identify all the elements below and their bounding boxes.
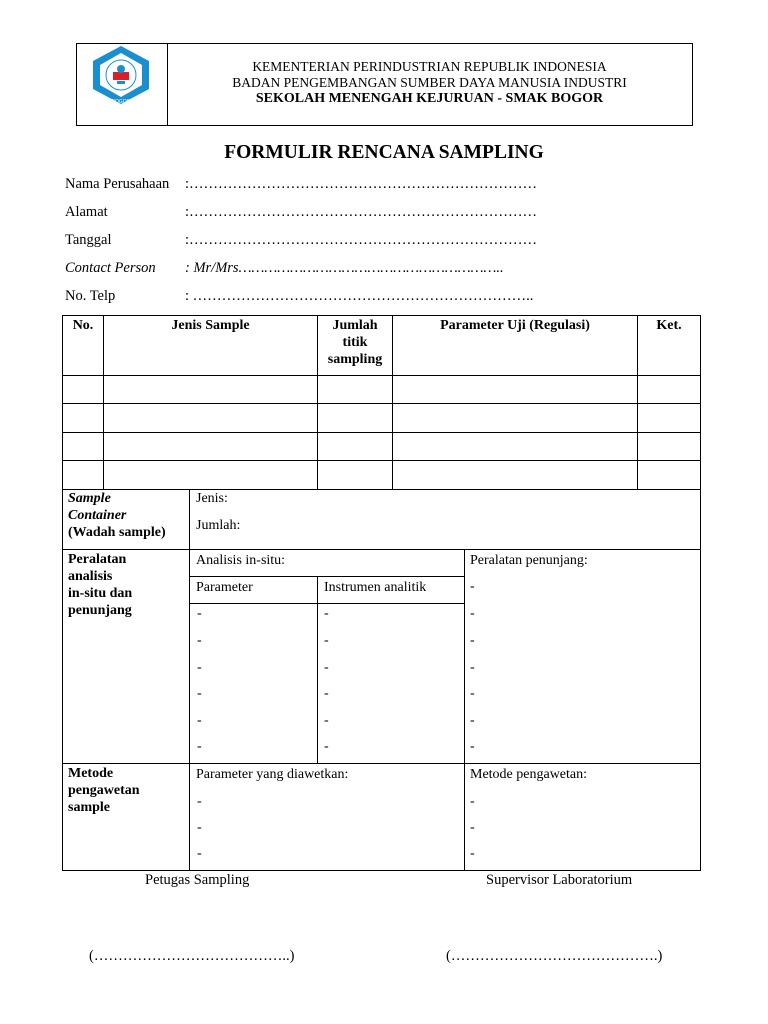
table-row[interactable] <box>63 461 700 489</box>
signature-title-petugas: Petugas Sampling <box>145 872 250 888</box>
field-label-phone: No. Telp <box>65 288 116 304</box>
field-value-company[interactable]: :……………………………………………………………… <box>185 176 538 192</box>
school-name: SEKOLAH MENENGAH KEJURUAN - SMAK BOGOR <box>255 91 604 106</box>
container-jumlah: Jumlah: <box>196 518 241 533</box>
parameter-heading: Parameter <box>196 580 253 595</box>
container-jenis: Jenis: <box>196 491 228 506</box>
table-row[interactable] <box>63 433 700 460</box>
field-label-contact: Contact Person <box>65 260 156 276</box>
ministry-name: KEMENTERIAN PERINDUSTRIAN REPUBLIK INDONESIA <box>252 59 607 74</box>
metode-label: Metode pengawetan sample <box>68 766 140 815</box>
agency-name: BADAN PENGEMBANGAN SUMBER DAYA MANUSIA INDUSTRI <box>232 75 627 90</box>
field-value-date[interactable]: :……………………………………………………………… <box>185 232 538 248</box>
instrumen-heading: Instrumen analitik <box>324 580 427 595</box>
signature-title-supervisor: Supervisor Laboratorium <box>486 872 633 888</box>
container-label: Sample Container (Wadah sample) <box>68 491 166 540</box>
metode-pengawetan-heading: Metode pengawetan: <box>470 767 588 782</box>
field-value-phone[interactable]: : …………………………………………………………….. <box>185 288 534 304</box>
school-logo <box>88 44 154 106</box>
field-value-address[interactable]: :……………………………………………………………… <box>185 204 538 220</box>
insitu-heading: Analisis in-situ: <box>196 553 286 568</box>
penunjang-heading: Peralatan penunjang: <box>470 553 588 568</box>
field-label-address: Alamat <box>65 204 108 220</box>
col-header-jenis-sample: Jenis Sample <box>171 318 250 333</box>
table-row[interactable] <box>63 376 700 403</box>
field-label-date: Tanggal <box>65 232 112 248</box>
logo-bottom-text: BOGOR <box>111 99 131 105</box>
table-row[interactable] <box>63 404 700 432</box>
field-label-company: Nama Perusahaan <box>65 176 170 192</box>
field-value-contact[interactable]: : Mr/Mrs…………………………………………………….. <box>185 260 504 276</box>
signature-line-supervisor[interactable]: (…………………………………….) <box>446 948 663 964</box>
param-diawetkan-heading: Parameter yang diawetkan: <box>196 767 349 782</box>
col-header-parameter-uji: Parameter Uji (Regulasi) <box>440 318 590 333</box>
form-title: FORMULIR RENCANA SAMPLING <box>224 142 544 163</box>
col-header-ket: Ket. <box>656 318 682 333</box>
col-header-jumlah-titik: Jumlah titik sampling <box>327 318 383 367</box>
peralatan-label: Peralatan analisis in-situ dan penunjang <box>68 552 133 618</box>
col-header-no: No. <box>72 318 94 333</box>
signature-line-petugas[interactable]: (…………………………………..) <box>89 948 295 964</box>
